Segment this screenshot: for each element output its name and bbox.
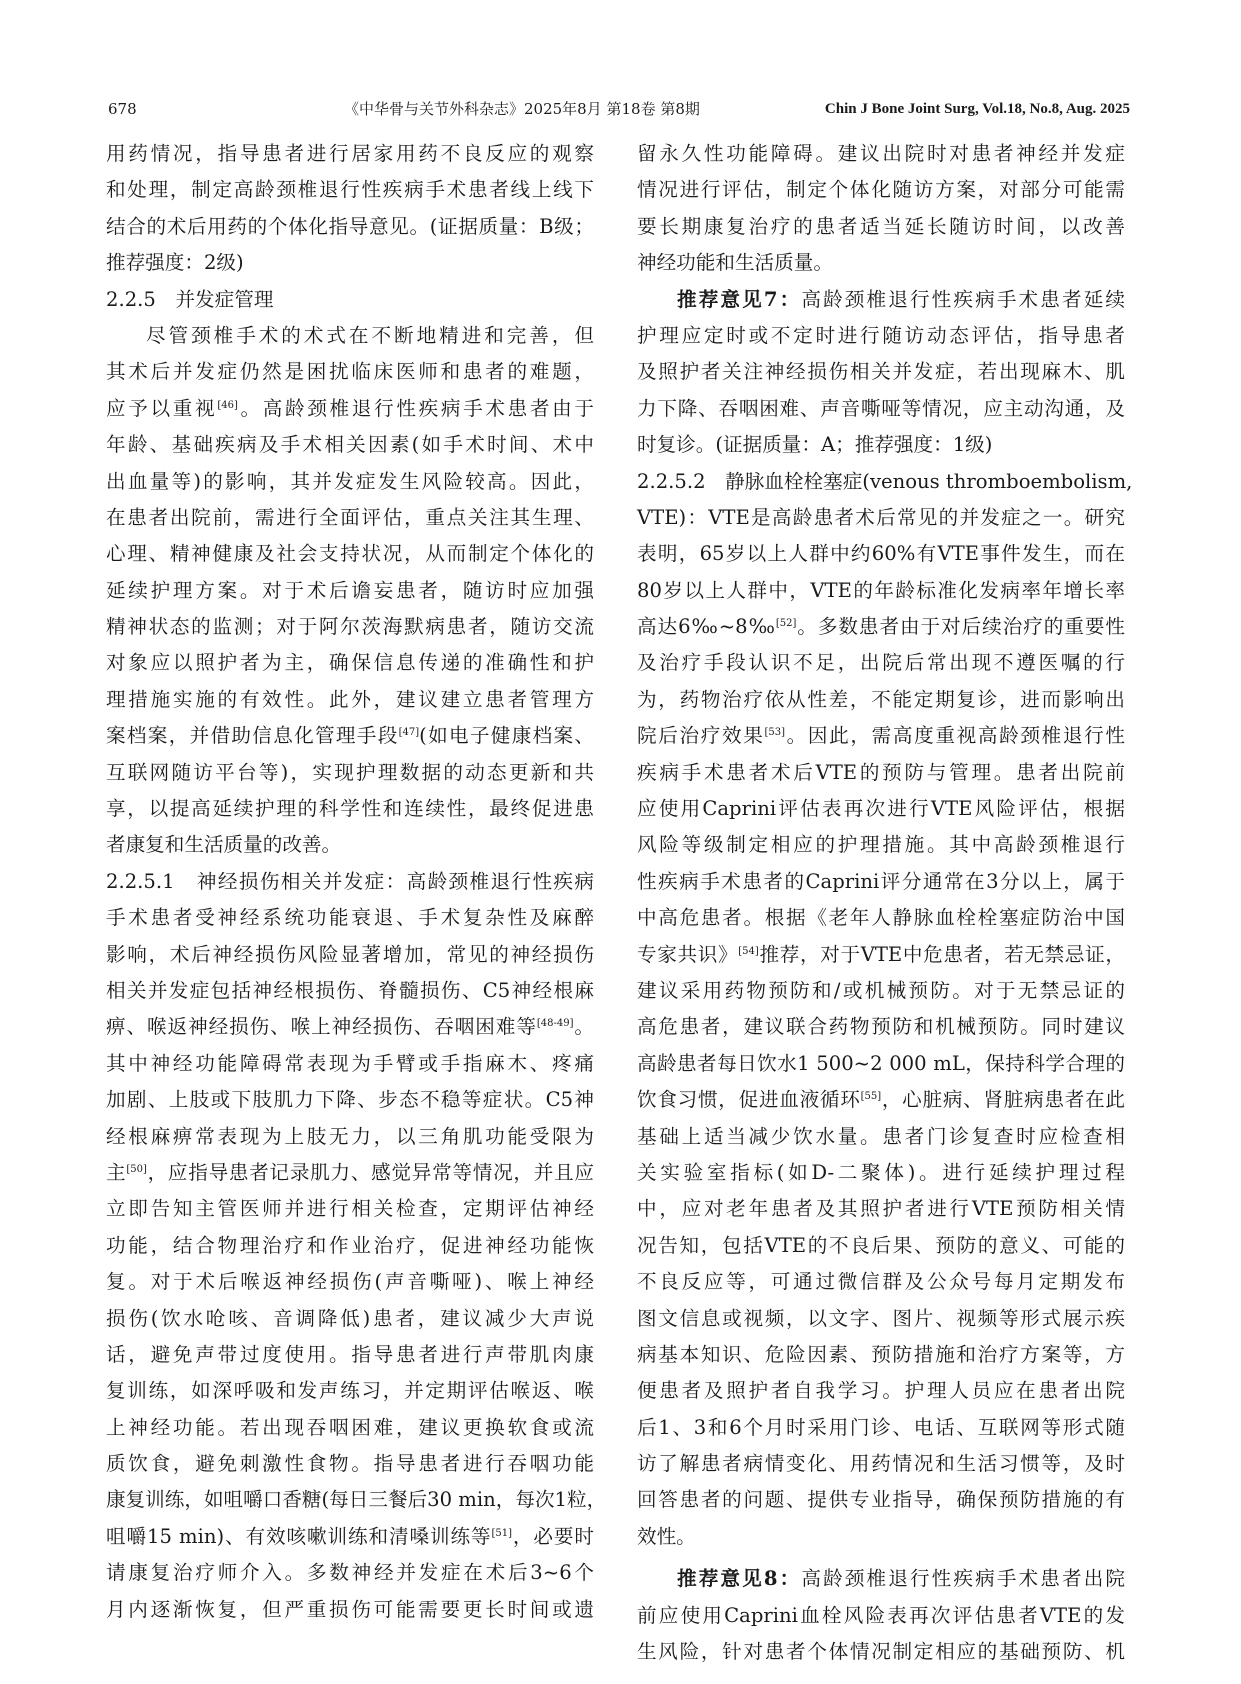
text-line: VTE)：VTE是高龄患者术后常见的并发症之一。研究	[637, 505, 1125, 529]
text-line: 80岁以上人群中，VTE的年龄标准化发病率年增长率	[637, 578, 1125, 602]
text-line	[106, 1155, 594, 1191]
text-fragment: (如电子健康档案、	[419, 724, 594, 748]
text-fragment: 。	[573, 1015, 595, 1039]
text-fragment: ，应指导患者记录肌力、感觉异常等情况，并且应	[146, 1160, 595, 1184]
text-line: 中，应对老年患者及其照护者进行VTE预防相关情	[637, 1197, 1125, 1221]
text-fragment: 饮食习惯，促进血液循环	[637, 1088, 861, 1112]
text-fragment: 高龄颈椎退行性疾病手术患者出院	[801, 1567, 1126, 1591]
text-fragment: 高达6‰~8‰	[637, 615, 776, 639]
text-line: 表明，65岁以上人群中约60%有VTE事件发生，而在	[637, 542, 1125, 566]
text-line: 效性。	[637, 1524, 696, 1548]
text-fragment: 咀嚼15 min)、有效咳嗽训练和清嗓训练等	[106, 1524, 492, 1548]
citation: [52]	[775, 618, 797, 630]
text-line	[637, 609, 1125, 645]
text-line: 在患者出院前，需进行全面评估，重点关注其生理、	[106, 505, 594, 529]
text-line: 精神状态的监测；对于阿尔茨海默病患者，随访交流	[106, 615, 594, 639]
text-fragment: 推荐，对于VTE中危患者，若无禁忌证，	[758, 942, 1125, 966]
text-line: 情况进行评估，制定个体化随访方案，对部分可能需	[637, 178, 1125, 202]
text-line: 高龄患者每日饮水1 500~2 000 mL，保持科学合理的	[637, 1051, 1125, 1075]
recommendation-label: 推荐意见7：	[677, 287, 802, 311]
text-line: 对象应以照护者为主，确保信息传递的准确性和护	[106, 651, 594, 675]
text-line: 时复诊。(证据质量：A；推荐强度：1级)	[637, 433, 993, 457]
text-line: 互联网随访平台等)，实现护理数据的动态更新和共	[106, 760, 594, 784]
text-line: 要长期康复治疗的患者适当延长随访时间，以改善	[637, 214, 1125, 238]
text-line: 质饮食，避免刺激性食物。指导患者进行吞咽功能	[106, 1452, 594, 1476]
text-line: 加剧、上肢或下肢肌力下降、步态不稳等症状。C5神	[106, 1088, 594, 1112]
citation: [53]	[764, 727, 786, 739]
text-line	[106, 391, 594, 427]
citation: [54]	[738, 945, 759, 957]
recommendation-label: 推荐意见8：	[677, 1567, 802, 1591]
citation: [51]	[491, 1527, 513, 1539]
text-line	[637, 1082, 1125, 1118]
text-fragment: 院后治疗效果	[637, 724, 765, 748]
text-line: 及治疗手段认识不足，出院后常出现不遵医嘱的行	[637, 651, 1125, 675]
text-line: 心理、精神健康及社会支持状况，从而制定个体化的	[106, 542, 594, 566]
text-line: 高危患者，建议联合药物预防和机械预防。同时建议	[637, 1015, 1125, 1039]
text-line: 者康复和生活质量的改善。	[106, 833, 342, 857]
recommendation-8	[637, 1561, 1125, 1597]
text-line: 留永久性功能障碍。建议出院时对患者神经并发症	[637, 142, 1125, 165]
text-line: 请康复治疗师介入。多数神经并发症在术后3~6个	[106, 1561, 594, 1585]
section-heading-2-2-5: 2.2.5 并发症管理	[106, 287, 274, 311]
text-line: 理措施实施的有效性。此外，建议建立患者管理方	[106, 687, 594, 711]
text-line	[637, 718, 1125, 754]
text-line: 推荐强度：2级)	[106, 251, 244, 275]
citation: [47]	[398, 727, 420, 739]
text-line: 图文信息或视频，以文字、图片、视频等形式展示疾	[637, 1306, 1125, 1330]
text-line: 建议采用药物预防和/或机械预防。对于无禁忌证的	[637, 978, 1125, 1002]
text-line: 年龄、基础疾病及手术相关因素(如手术时间、术中	[106, 433, 594, 457]
text-line: 其中神经功能障碍常表现为手臂或手指麻木、疼痛	[106, 1051, 594, 1075]
section-heading-2-2-5-1: 2.2.5.1 神经损伤相关并发症：高龄颈椎退行性疾病	[106, 869, 594, 893]
left-column	[106, 136, 607, 1628]
citation: [46]	[217, 399, 238, 411]
text-line: 结合的术后用药的个体化指导意见。(证据质量：B级；	[106, 214, 594, 238]
citation: [48-49]	[536, 1018, 574, 1030]
text-line: 前应使用Caprini血栓风险表再次评估患者VTE的发	[637, 1603, 1125, 1627]
journal-title-en: Chin J Bone Joint Surg, Vol.18, No.8, Aug. 2025	[824, 101, 1130, 117]
text-line: 话，避免声带过度使用。指导患者进行声带肌肉康	[106, 1342, 594, 1366]
text-line: 手术患者受神经系统功能衰退、手术复杂性及麻醉	[106, 906, 594, 930]
text-line: 生风险，针对患者个体情况制定相应的基础预防、机	[637, 1640, 1125, 1664]
text-line: 中高危患者。根据《老年人静脉血栓栓塞症防治中国	[637, 906, 1125, 930]
text-fragment: ，心脏病、肾脏病患者在此	[881, 1088, 1126, 1112]
text-fragment: 。高龄颈椎退行性疾病手术患者由于	[237, 396, 595, 420]
text-line: 不良反应等，可通过微信群及公众号每月定期发布	[637, 1270, 1125, 1294]
page-number: 678	[108, 100, 137, 118]
text-line: 护理应定时或不定时进行随访动态评估，指导患者	[637, 323, 1125, 347]
text-line: 便患者及照护者自我学习。护理人员应在患者出院	[637, 1379, 1125, 1403]
text-fragment: 。因此，需高度重视高龄颈椎退行性	[785, 724, 1126, 748]
text-line: 为，药物治疗依从性差，不能定期复诊，进而影响出	[637, 687, 1125, 711]
text-line	[106, 718, 594, 754]
text-line: 相关并发症包括神经根损伤、脊髓损伤、C5神经根麻	[106, 978, 594, 1002]
text-fragment: ，必要时	[512, 1524, 594, 1548]
text-line: 访了解患者病情变化、用药情况和生活习惯等，及时	[637, 1452, 1125, 1476]
text-line: 基础上适当减少饮水量。患者门诊复查时应检查相	[637, 1124, 1125, 1148]
text-line: 神经功能和生活质量。	[637, 251, 833, 275]
text-line: 疾病手术患者术后VTE的预防与管理。患者出院前	[637, 760, 1125, 784]
text-line: 月内逐渐恢复，但严重损伤可能需要更长时间或遗	[106, 1597, 594, 1621]
text-line: 影响，术后神经损伤风险显著增加，常见的神经损伤	[106, 942, 594, 966]
text-fragment: 痹、喉返神经损伤、喉上神经损伤、吞咽困难等	[106, 1015, 537, 1039]
citation: [50]	[126, 1163, 147, 1175]
text-line: 立即告知主管医师并进行相关检查，定期评估神经	[106, 1197, 594, 1221]
text-line: 尽管颈椎手术的术式在不断地精进和完善，但	[146, 323, 594, 347]
text-line: 风险等级制定相应的护理措施。其中高龄颈椎退行	[637, 833, 1125, 857]
text-line	[637, 937, 1125, 973]
running-header	[108, 97, 1130, 121]
text-line: 况告知，包括VTE的不良后果、预防的意义、可能的	[637, 1233, 1125, 1257]
text-line: 关实验室指标(如D-二聚体)。进行延续护理过程	[637, 1160, 1125, 1184]
text-line: 复训练，如深呼吸和发声练习，并定期评估喉返、喉	[106, 1379, 594, 1403]
text-line: 出血量等)的影响，其并发症发生风险较高。因此，	[106, 469, 594, 493]
text-line: 后1、3和6个月时采用门诊、电话、互联网等形式随	[637, 1415, 1125, 1439]
journal-title-cn: 《中华骨与关节外科杂志》2025年8月 第18卷 第8期	[344, 100, 700, 118]
text-line: 其术后并发症仍然是困扰临床医师和患者的难题，	[106, 360, 594, 384]
text-line: 和处理，制定高龄颈椎退行性疾病手术患者线上线下	[106, 178, 594, 202]
text-line: 经根麻痹常表现为上肢无力，以三角肌功能受限为	[106, 1124, 594, 1148]
text-line: 及照护者关注神经损伤相关并发症，若出现麻木、肌	[637, 360, 1125, 384]
text-fragment: 案档案，并借助信息化管理手段	[106, 724, 399, 748]
text-line: 性疾病手术患者的Caprini评分通常在3分以上，属于	[637, 869, 1125, 893]
recommendation-7	[637, 282, 1125, 318]
text-fragment: 。多数患者由于对后续治疗的重要性	[796, 615, 1126, 639]
right-column	[637, 136, 1133, 1670]
text-fragment: 高龄颈椎退行性疾病手术患者延续	[801, 287, 1126, 311]
text-line: 延续护理方案。对于术后谵妄患者，随访时应加强	[106, 578, 594, 602]
text-line: 复。对于术后喉返神经损伤(声音嘶哑)、喉上神经	[106, 1270, 594, 1294]
text-line: 损伤(饮水呛咳、音调降低)患者，建议减少大声说	[106, 1306, 594, 1330]
section-heading-2-2-5-2: 2.2.5.2 静脉血栓栓塞症(venous thromboembolism,	[637, 469, 1133, 493]
text-line	[106, 1519, 594, 1555]
text-line: 上神经功能。若出现吞咽困难，建议更换软食或流	[106, 1415, 594, 1439]
text-fragment: 专家共识》	[637, 942, 739, 966]
text-line: 康复训练，如咀嚼口香糖(每日三餐后30 min，每次1粒，	[106, 1488, 607, 1512]
text-line: 回答患者的问题、提供专业指导，确保预防措施的有	[637, 1488, 1125, 1512]
text-line	[106, 1009, 594, 1045]
citation: [55]	[860, 1091, 882, 1103]
text-line: 用药情况，指导患者进行居家用药不良反应的观察	[106, 142, 594, 165]
text-line: 力下降、吞咽困难、声音嘶哑等情况，应主动沟通，及	[637, 396, 1125, 420]
text-fragment: 应予以重视	[106, 396, 218, 420]
text-line: 享，以提高延续护理的科学性和连续性，最终促进患	[106, 797, 594, 821]
text-line: 病基本知识、危险因素、预防措施和治疗方案等，方	[637, 1342, 1125, 1366]
text-line: 应使用Caprini评估表再次进行VTE风险评估，根据	[637, 797, 1125, 821]
text-line: 功能，结合物理治疗和作业治疗，促进神经功能恢	[106, 1233, 594, 1257]
text-fragment: 主	[106, 1160, 127, 1184]
